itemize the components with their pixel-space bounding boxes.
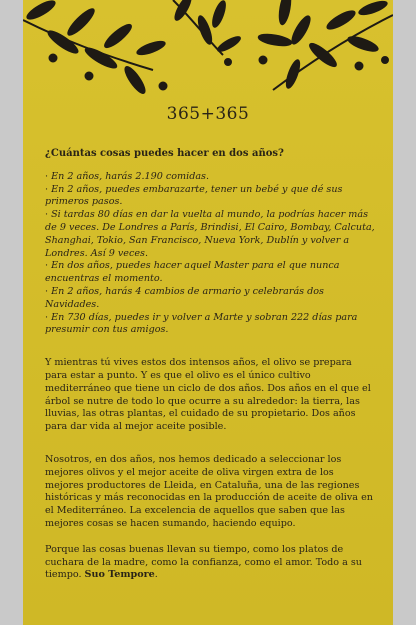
olive-branch-icon xyxy=(23,0,393,100)
list-item: · En 2 años, puedes embarazarte, tener un bebé y que dé sus primeros pasos. xyxy=(45,184,375,210)
brand-name: Suo Tempore xyxy=(84,569,155,581)
closing-paragraph xyxy=(45,544,375,582)
list-item: · En 2 años, harás 2.190 comidas. xyxy=(45,171,375,184)
question-heading: ¿Cuántas cosas puedes hacer en dos años? xyxy=(45,148,284,159)
list-item: · En 730 días, puedes ir y volver a Marte y sobran 222 días para presumir con tus amigos. xyxy=(45,312,375,338)
list-item: · En dos años, puedes hacer aquel Master para el que nunca encuentras el momento. xyxy=(45,260,375,286)
closing-text: Porque las cosas buenas llevan su tiempo, como los platos de cuchara de la madre, como la confianza, como el amor. Todo a su tiempo. xyxy=(45,543,362,581)
document-body xyxy=(45,148,375,582)
olive-paragraph: Y mientras tú vives estos dos intensos años, el olivo se prepara para estar a punto. Y es que el olivo es el único cultivo mediterráneo que tiene un ciclo de dos años. Dos años en el que el árbol se nutre de todo lo que ocurre a su alrededor: la tierra, las lluvias, las otras plantas, el cuidado de su propietario. Dos años para dar vida al mejor aceite posible. xyxy=(45,357,371,433)
producers-paragraph: Nosotros, en dos años, nos hemos dedicado a seleccionar los mejores olivos y el mejor aceite de oliva virgen extra de los mejores productores de Lleida, en Cataluña, una de las regiones históricas y más reconocidas en la producción de aceite de oliva en el Mediterráneo. La excelencia de aquellos que saben que las mejores cosas se hacen sumando, haciendo equipo. xyxy=(45,453,373,529)
facts-list xyxy=(45,171,375,337)
list-item: · Si tardas 80 días en dar la vuelta al mundo, la podrías hacer más de 9 veces. De Londres a París, Brindisi, El Cairo, Bombay, Calcuta, Shanghai, Tokio, San Francisco, Nueva York, Dublín y volver a Londres. Así 9 veces. xyxy=(45,209,375,260)
page-title: 365+365 xyxy=(166,104,250,124)
document-card xyxy=(23,0,393,625)
list-item: · En 2 años, harás 4 cambios de armario y celebrarás dos Navidades. xyxy=(45,286,375,312)
closing-end: . xyxy=(154,569,158,581)
